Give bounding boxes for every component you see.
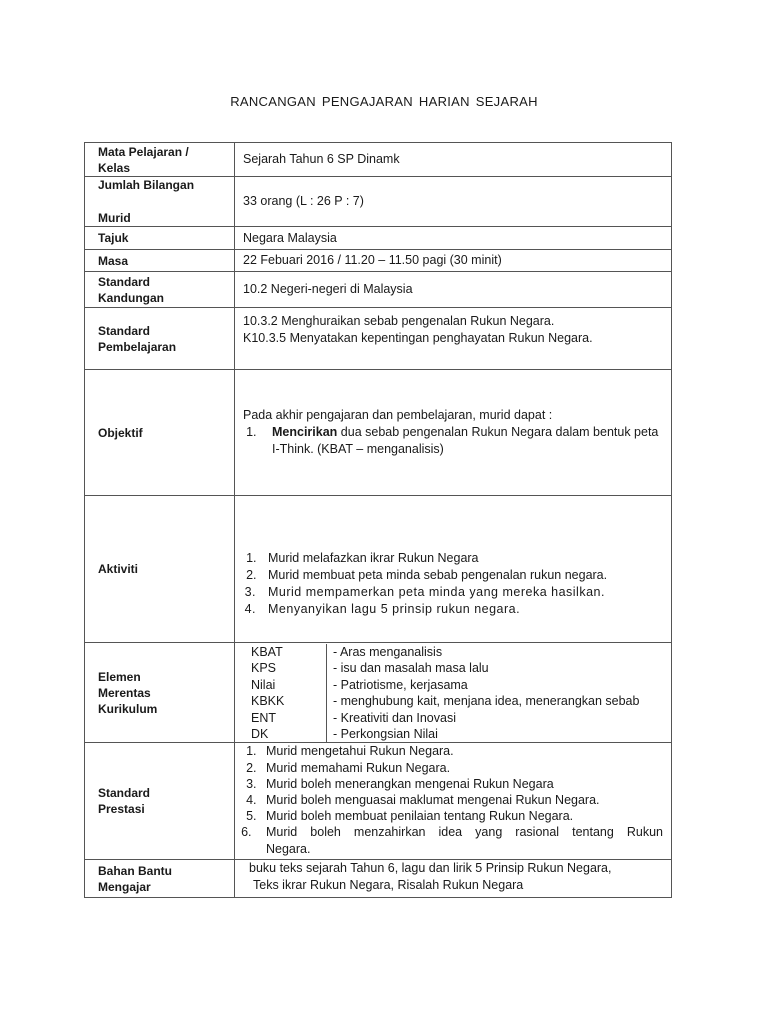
label-emk-line2: Merentas [98, 685, 151, 700]
value-aktiviti [235, 496, 672, 643]
value-objektif [235, 370, 672, 496]
prestasi-list [243, 743, 663, 856]
prestasi-item: 3. Murid boleh menerangkan mengenai Rukun Negara [260, 776, 663, 792]
label-jumlah-line1: Jumlah Bilangan [98, 178, 195, 192]
label-prestasi-line2: Prestasi [98, 802, 145, 817]
row-masa [85, 250, 672, 272]
aktiviti-item: 2. Murid membuat peta minda sebab pengenalan rukun negara. [260, 567, 671, 584]
label-bahan-bantu-mengajar [85, 860, 235, 898]
emk-value: - menghubung kait, menjana idea, menerangkan sebab [333, 694, 640, 709]
emk-value: - Perkongsian Nilai [333, 727, 438, 742]
emk-inner-table [235, 644, 671, 742]
value-standard-kandungan: 10.2 Negeri-negeri di Malaysia [235, 272, 672, 308]
objektif-item-text: dua sebab pengenalan Rukun Negara dalam bentuk peta I-Think. (KBAT – menganalisis) [272, 425, 659, 456]
aktiviti-item: 4. Menyanyikan lagu 5 prinsip rukun negara. [260, 601, 671, 618]
label-tajuk: Tajuk [85, 227, 235, 250]
emk-key: KBKK [235, 693, 327, 709]
prestasi-item: 1. Murid mengetahui Rukun Negara. [260, 743, 663, 759]
row-jumlah-murid [85, 177, 672, 227]
row-mata-pelajaran [85, 143, 672, 177]
objektif-intro: Pada akhir pengajaran dan pembelajaran, murid dapat : [243, 408, 553, 422]
label-standard-prestasi [85, 743, 235, 860]
row-elemen-merentas-kurikulum [85, 643, 672, 743]
label-mata-pelajaran-line2: Kelas [98, 161, 131, 175]
label-jumlah-line2: Murid [98, 211, 131, 225]
row-aktiviti [85, 496, 672, 643]
bbm-line2: Teks ikrar Rukun Negara, Risalah Rukun Negara [253, 878, 524, 893]
value-standard-prestasi [235, 743, 672, 860]
row-tajuk [85, 227, 672, 250]
label-prestasi-line1: Standard [98, 786, 151, 801]
label-sp-line1: Standard [98, 323, 151, 338]
row-standard-prestasi [85, 743, 672, 860]
value-tajuk: Negara Malaysia [235, 227, 672, 250]
emk-key: KPS [235, 660, 327, 676]
emk-key: KBAT [235, 644, 327, 660]
prestasi-item: 5. Murid boleh membuat penilaian tentang Rukun Negara. [260, 808, 663, 824]
label-bbm-line1: Bahan Bantu [98, 863, 173, 878]
value-bahan-bantu-mengajar [235, 860, 672, 898]
row-standard-pembelajaran [85, 308, 672, 370]
emk-key: DK [235, 726, 327, 742]
aktiviti-item: 1. Murid melafazkan ikrar Rukun Negara [260, 550, 671, 567]
label-standard-pembelajaran [85, 308, 235, 370]
prestasi-item: 4. Murid boleh menguasai maklumat mengenai Rukun Negara. [260, 792, 663, 808]
value-jumlah-murid: 33 orang (L : 26 P : 7) [235, 177, 672, 227]
label-masa: Masa [85, 250, 235, 272]
prestasi-item: 6. Murid boleh menzahirkan idea yang rasional tentang Rukun Negara. [260, 824, 663, 856]
row-bahan-bantu-mengajar [85, 860, 672, 898]
label-mata-pelajaran-line1: Mata Pelajaran / [98, 145, 189, 159]
emk-key: Nilai [235, 677, 327, 693]
label-sp-line2: Pembelajaran [98, 339, 177, 354]
aktiviti-item: 3. Murid mempamerkan peta minda yang mereka hasilkan. [260, 584, 671, 601]
objektif-item [260, 424, 663, 458]
label-mata-pelajaran [85, 143, 235, 177]
row-standard-kandungan [85, 272, 672, 308]
value-mata-pelajaran: Sejarah Tahun 6 SP Dinamk [235, 143, 672, 177]
label-aktiviti: Aktiviti [85, 496, 235, 643]
bbm-line1: buku teks sejarah Tahun 6, lagu dan lirik 5 Prinsip Rukun Negara, [249, 861, 612, 876]
emk-key: ENT [235, 710, 327, 726]
aktiviti-list [243, 550, 671, 618]
emk-value: - Patriotisme, kerjasama [333, 677, 468, 692]
label-standard-kandungan [85, 272, 235, 308]
objektif-item-bold: Mencirikan [272, 425, 338, 439]
emk-value: - Kreativiti dan Inovasi [333, 710, 456, 725]
label-objektif: Objektif [85, 370, 235, 496]
emk-value: - Aras menganalisis [333, 645, 443, 659]
label-emk-line3: Kurikulum [98, 701, 158, 716]
value-emk [235, 643, 672, 743]
prestasi-item: 2. Murid memahami Rukun Negara. [260, 760, 663, 776]
label-emk [85, 643, 235, 743]
page-title: RANCANGAN PENGAJARAN HARIAN SEJARAH [230, 94, 538, 109]
objektif-list [243, 424, 663, 458]
sp-line1: 10.3.2 Menghuraikan sebab pengenalan Rukun Negara. [243, 314, 555, 328]
label-emk-line1: Elemen [98, 669, 141, 684]
sp-line2: K10.3.5 Menyatakan kepentingan penghayatan Rukun Negara. [243, 331, 593, 345]
label-jumlah-murid [85, 177, 235, 227]
label-sk-line2: Kandungan [98, 290, 164, 305]
value-masa: 22 Febuari 2016 / 11.20 – 11.50 pagi (30 minit) [235, 250, 672, 272]
row-objektif [85, 370, 672, 496]
emk-value: - isu dan masalah masa lalu [333, 661, 489, 676]
lesson-plan-table [84, 142, 672, 898]
value-standard-pembelajaran [235, 308, 672, 370]
label-sk-line1: Standard [98, 274, 151, 289]
label-bbm-line2: Mengajar [98, 879, 151, 894]
